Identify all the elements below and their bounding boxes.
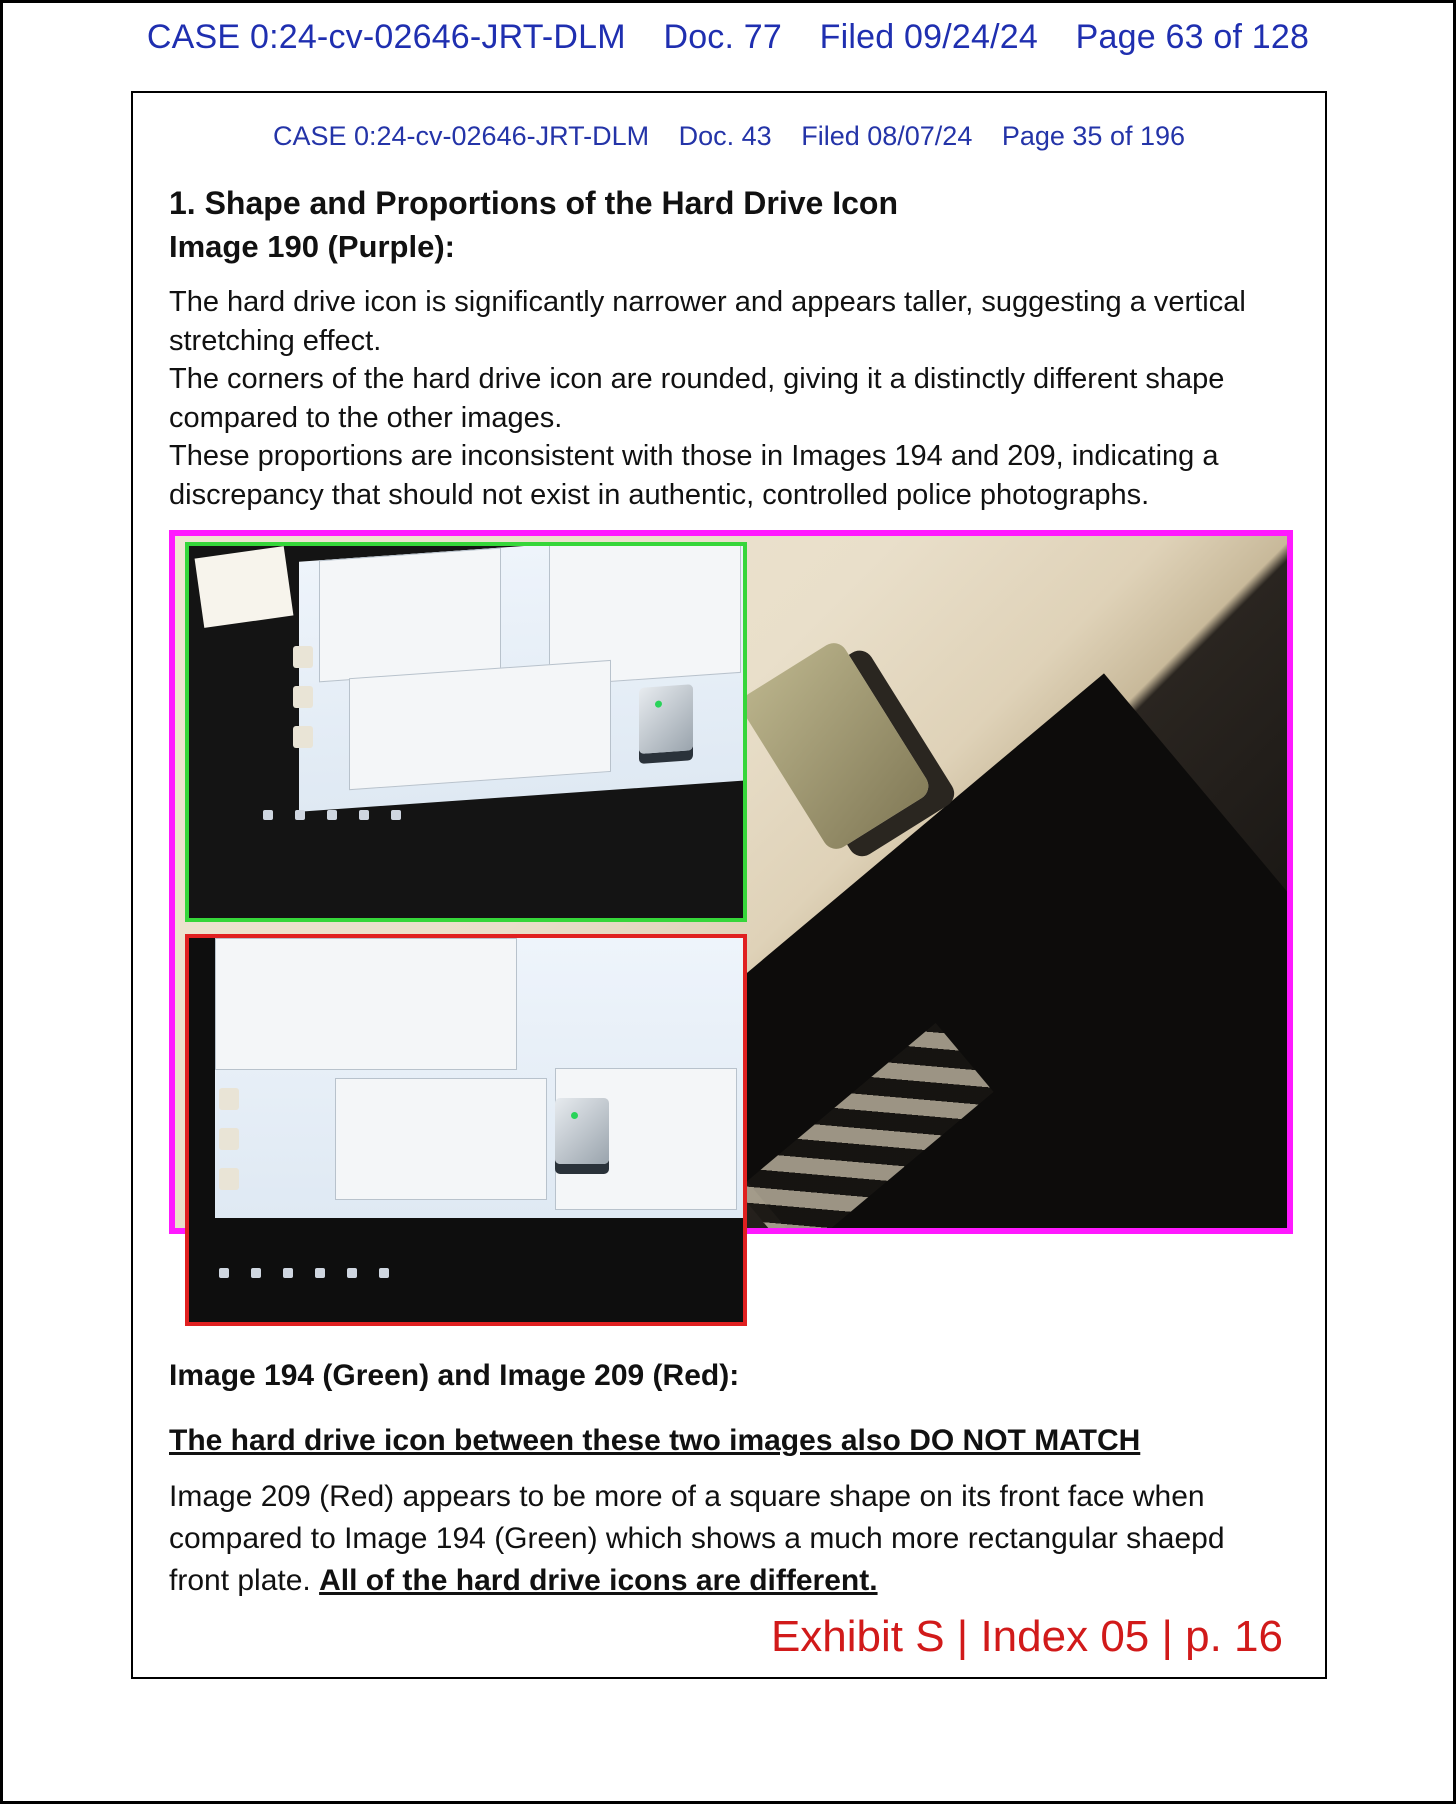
- taskbar-icon: [263, 810, 273, 820]
- chat-window: [349, 660, 611, 790]
- outer-page-number: Page 63 of 128: [1075, 18, 1310, 56]
- taskbar-icon: [391, 810, 401, 820]
- comparison-heading: Image 194 (Green) and Image 209 (Red):: [169, 1359, 740, 1392]
- desktop-icons: [293, 646, 313, 748]
- exhibit-label: Exhibit S | Index 05 | p. 16: [770, 1612, 1283, 1661]
- file-icon: [293, 646, 313, 668]
- body-paragraph: The corners of the hard drive icon are rounded, giving it a distinctly different shape compared to the other images.: [169, 363, 1225, 434]
- comparison-body: [169, 1476, 1279, 1602]
- hard-drive-icon: [555, 1098, 609, 1164]
- file-icon: [293, 686, 313, 708]
- taskbar-icon: [283, 1268, 293, 1278]
- outer-doc-number: Doc. 77: [663, 18, 783, 56]
- taskbar-icon: [327, 810, 337, 820]
- file-icon: [219, 1168, 239, 1190]
- file-icon: [219, 1128, 239, 1150]
- inner-filed-date: Filed 08/07/24: [801, 121, 973, 151]
- file-icon: [219, 1088, 239, 1110]
- desktop-icons: [219, 1088, 239, 1190]
- taskbar-icon: [315, 1268, 325, 1278]
- comparison-figure: [169, 530, 1293, 1334]
- file-icon: [293, 726, 313, 748]
- section-heading: 1. Shape and Proportions of the Hard Drive Icon: [169, 185, 898, 221]
- handwritten-note: [195, 546, 294, 628]
- outer-filed-date: Filed 09/24/24: [819, 18, 1038, 56]
- monitor-screen: [299, 542, 747, 812]
- dialog-window: [319, 548, 501, 683]
- comparison-underlined-heading: The hard drive icon between these two images also DO NOT MATCH: [169, 1424, 1141, 1457]
- taskbar-icon: [251, 1268, 261, 1278]
- taskbar-icon: [295, 810, 305, 820]
- taskbar-icons: [219, 1268, 389, 1278]
- inner-case-number: CASE 0:24-cv-02646-JRT-DLM: [272, 121, 650, 151]
- outer-case-number: CASE 0:24-cv-02646-JRT-DLM: [146, 18, 626, 56]
- photo-image-209-red: [185, 934, 747, 1326]
- taskbar-icon: [219, 1268, 229, 1278]
- body-paragraph: The hard drive icon is significantly narrower and appears taller, suggesting a vertical stretching effect.: [169, 286, 1246, 357]
- taskbar-icon: [359, 810, 369, 820]
- hard-drive-icon-closeup: [736, 638, 933, 854]
- monitor-screen: [215, 938, 745, 1218]
- photo-image-194-green: [185, 542, 747, 922]
- inner-doc-number: Doc. 43: [678, 121, 772, 151]
- hard-drive-icon: [639, 684, 693, 754]
- outer-case-header: [0, 18, 1456, 57]
- inner-case-header: [133, 121, 1325, 152]
- chat-window: [335, 1078, 547, 1200]
- comparison-emphasis: All of the hard drive icons are different.: [319, 1564, 878, 1597]
- comparison-text: Image 209 (Red) appears to be more of a square shape on its front face when compared to Image 194 (Green) which shows a much more rectangular shaepd front plate.: [169, 1480, 1225, 1597]
- inner-page-number: Page 35 of 196: [1001, 121, 1186, 151]
- inner-exhibit-page: [131, 91, 1327, 1679]
- taskbar-icons: [263, 810, 401, 820]
- section-body: [169, 283, 1279, 514]
- section-subheading: Image 190 (Purple):: [169, 229, 455, 264]
- taskbar-icon: [379, 1268, 389, 1278]
- dialog-window: [215, 938, 517, 1070]
- taskbar-icon: [347, 1268, 357, 1278]
- body-paragraph: These proportions are inconsistent with those in Images 194 and 209, indicating a discrepancy that should not exist in authentic, controlled police photographs.: [169, 440, 1219, 511]
